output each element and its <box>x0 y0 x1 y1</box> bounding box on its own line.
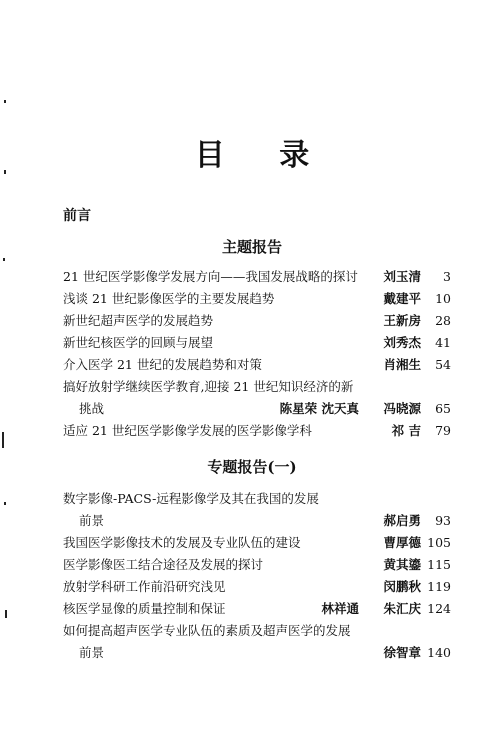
entry-title: 数字影像-PACS-远程影像学及其在我国的发展 <box>63 491 319 506</box>
toc-entry <box>63 598 451 620</box>
entry-title: 放射学科研工作前沿研究浅见 <box>63 579 226 594</box>
section-heading-theme-reports: 主题报告 <box>221 238 282 256</box>
entry-author: 曹厚德 <box>383 535 421 550</box>
toc-entry <box>63 376 451 398</box>
toc-entry <box>63 488 451 510</box>
entry-title: 医学影像医工结合途径及发展的探讨 <box>63 557 264 572</box>
toc-entry <box>63 288 451 310</box>
entry-page: 124 <box>427 601 451 616</box>
entry-author: 冯晓源 <box>383 401 421 416</box>
scan-mark <box>2 432 4 448</box>
toc-entry <box>63 642 451 664</box>
entry-title: 搞好放射学继续医学教育,迎接 21 世纪知识经济的新 <box>63 379 354 394</box>
toc-entry <box>63 354 451 376</box>
entry-author: 肖湘生 <box>383 357 421 372</box>
entry-title: 挑战 <box>79 401 105 416</box>
entry-title: 新世纪超声医学的发展趋势 <box>63 313 214 328</box>
entry-author: 戴建平 <box>383 291 421 306</box>
entry-coauthors: 陈星荣 沈天真 <box>279 401 359 416</box>
entry-page: 10 <box>435 291 451 306</box>
entry-title: 我国医学影像技术的发展及专业队伍的建设 <box>63 535 301 550</box>
toc-entry <box>63 576 451 598</box>
entry-page: 115 <box>427 557 451 572</box>
page-title: 目 录 <box>194 138 332 173</box>
entry-title: 21 世纪医学影像学发展方向——我国发展战略的探讨 <box>63 269 358 284</box>
scan-mark <box>5 610 7 618</box>
entry-author: 刘玉清 <box>383 269 421 284</box>
section-heading-special-reports-1: 专题报告(一) <box>207 458 297 476</box>
entry-title: 介入医学 21 世纪的发展趋势和对策 <box>63 357 262 372</box>
entry-title: 如何提高超声医学专业队伍的素质及超声医学的发展 <box>63 623 351 638</box>
entry-title: 前景 <box>79 513 105 528</box>
toc-entry <box>63 398 451 420</box>
entry-title: 前景 <box>79 645 105 660</box>
entry-title: 新世纪核医学的回顾与展望 <box>63 335 214 350</box>
entry-author: 朱汇庆 <box>383 601 421 616</box>
preface-label: 前言 <box>63 208 91 224</box>
entry-page: 105 <box>427 535 451 550</box>
entry-author: 郝启勇 <box>383 513 421 528</box>
scan-mark <box>3 258 5 261</box>
entry-author: 王新房 <box>383 313 421 328</box>
entry-author: 刘秀杰 <box>383 335 421 350</box>
entry-page: 65 <box>435 401 451 416</box>
entry-page: 93 <box>435 513 451 528</box>
entry-page: 3 <box>443 269 451 284</box>
entry-page: 79 <box>435 423 451 438</box>
toc-entry <box>63 332 451 354</box>
toc-entry <box>63 420 451 442</box>
toc-entry <box>63 510 451 532</box>
entry-title: 浅谈 21 世纪影像医学的主要发展趋势 <box>63 291 275 306</box>
entry-coauthors: 林祥通 <box>321 601 359 616</box>
toc-entry <box>63 310 451 332</box>
entry-page: 28 <box>435 313 451 328</box>
entry-author: 祁 吉 <box>391 423 421 438</box>
toc-entry <box>63 620 451 642</box>
entry-author: 黄其鎏 <box>383 557 421 572</box>
toc-entry <box>63 266 451 288</box>
scan-mark <box>4 502 6 505</box>
entry-author: 徐智章 <box>383 645 421 660</box>
scan-mark <box>4 100 6 103</box>
entry-page: 119 <box>427 579 451 594</box>
toc-entry <box>63 554 451 576</box>
entry-title: 适应 21 世纪医学影像学发展的医学影像学科 <box>63 423 312 438</box>
entry-title: 核医学显像的质量控制和保证 <box>63 601 226 616</box>
entry-page: 140 <box>427 645 451 660</box>
entry-author: 闵鹏秋 <box>383 579 421 594</box>
entry-page: 41 <box>435 335 451 350</box>
toc-entry <box>63 532 451 554</box>
entry-page: 54 <box>435 357 451 372</box>
